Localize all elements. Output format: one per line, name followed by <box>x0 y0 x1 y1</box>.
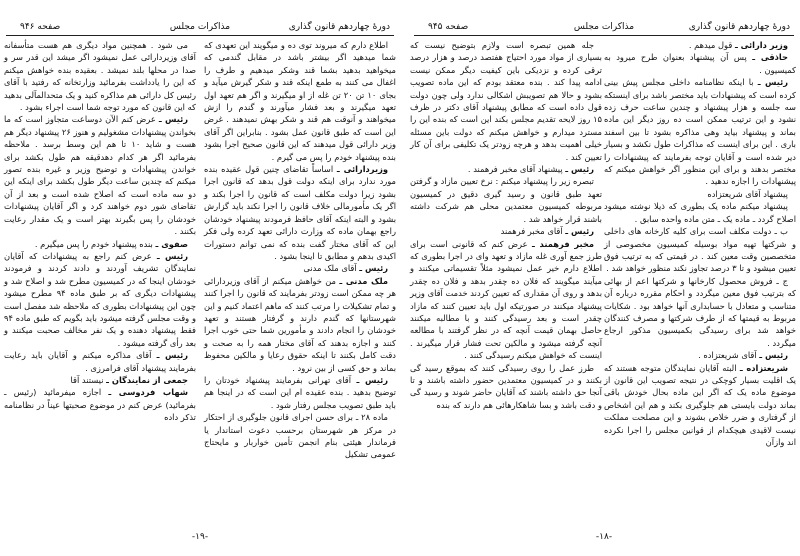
paragraph-text: پیشنهاد آقای شریعتزاده <box>707 188 788 199</box>
paragraph-text: آقای مذاکره میکنم و آقایان باید رعایت بفرمایند پیشنهاد آقای فرامرزی . <box>4 350 196 373</box>
paragraph-text: جله همین تبصره است ولازم بتوضیح نیست که بسیاری از مواد مورد احتیاج هفتصد درصد و هزار درصد ترقی کرده و نزدیکی باین کیفیت دیگر ممکن نیست ادامه پیدا کند . بنده معتقد بودم که این ماده تصویب بشود و حالا هم تصویبش اشکالی ندارد ولی چون دولت قول داده است که مطابق پیشنهاد آقای دکتر در ظرف ۱۵ روز لایحه تقدیم مجلس بکند این است که بنده این را مسترد میدارم و خواهش میکنم که دولت باین مسئله خیلی اهمیت بدهد و هرچه زودتر یک تکلیفی برای آن کار تعیین کند . <box>410 40 602 162</box>
speaker-name: وزیردارائی ـ <box>336 164 389 175</box>
paragraph <box>4 250 196 349</box>
running-title: مذاکرات مجلس <box>169 22 231 32</box>
paragraph-text: البته آقایان نمایندگان متوجه هستند که یک اقلیت بسیار کوچکی در نتیجه تصویب این قانون از موضوع ماده یک که اگر این ماده بحال خودش باقی بماند دولت بایستی هم جلوگیری بکند و هم این اشخاص از گرفتاری و ضرر خلاص بشوند و این مصلحت مملکت نیست لاقیدی هیچکدام از قوانین مجلس را اجرا نکرده اند وازآن <box>604 362 796 447</box>
paragraph <box>604 275 796 349</box>
speaker-name: شریعتزاده ـ <box>739 362 788 373</box>
paragraph <box>204 411 396 461</box>
paragraph-text: آقای مخبر فرهمند <box>500 226 563 237</box>
paragraph-text: ج ـ فروش محصول کارخانها و شرکتها اعم از بهائی که بترتیب فوق معین میگردد و احکام مقرره درباره آن متناسب و متعادل با حسابداری آنها خواهد بود . شکایات مربوط به قیمتها که از طرف شرکتها و مصرف کنندگان خواهد شد برای رسیدگی بکمیسیون مذکور ارجاع میگردد . <box>604 275 796 348</box>
speaker-name: مخبر فرهمند ـ <box>532 238 594 249</box>
folio-number: -۱۸- <box>595 532 613 542</box>
paragraph <box>4 113 196 237</box>
paragraph-text: من خواهش میکنم از آقای وزیردارائی هر چه ممکن است زودتر بفرمایند که قانون را اجرا کنند و تمام تشکیلات را مرتب کنند که ماهم اعتماد کنیم و این شهرستانها که گندم دارند و گرفتار هستند و تعهد خودشان را انجام دادند و مأمورین شما حتی خوب اجرا کنند و اجازه بدهند که آقای مختار همه را به صحت و دقت کامل بکنند تا اینکه حقوق رعایا و مالکین محفوظ بماند و حق کسی از بین نرود . <box>204 275 396 373</box>
page-number: صفحه ۹۴۵ <box>428 22 469 32</box>
text-column-right <box>204 39 396 461</box>
text-column-left <box>4 39 196 424</box>
paragraph-text: نیستند آقا <box>70 374 104 385</box>
paragraph <box>410 163 602 175</box>
paragraph-text: ب ـ دولت مکلف است برای کلیه کارخانه های داخلی و شرکتها تهیه مواد بوسیله کمیسیون مخصوصی از متخصصین وقت معین کند . در قیمتی که به ترتیب فوق تعیین میشود و تا ۳ درصد تجاوز نکند منظور خواهد شد . <box>604 226 796 274</box>
paragraph <box>204 39 396 163</box>
speaker-name: رئیس ـ <box>565 226 594 237</box>
paragraph-text: اجازه میفرمائید (رئیس ـ بفرمائید) عرض کنم در موضوع صحبتها عیناً در نظامنامه تذکر داده <box>4 387 196 423</box>
paragraph <box>4 238 196 250</box>
speaker-name: ملک مدنی ـ <box>339 275 389 286</box>
legislative-period: دورهٔ چهاردهم قانون گذاری <box>688 22 790 32</box>
paragraph <box>604 39 796 51</box>
paragraph <box>604 76 796 188</box>
paragraph-text: اساساً تقاضای چنین قول عقیده بنده مورد ندارد برای اینکه دولت قول بدهد که قانون اجرا بشود زیرا دولت مکلف است که قانون را اجرا بکند و اگر یک مأمورمالی خلاف قانون را اجرا نکند باید گزارش بشود و البته اینکه آقای حافظ فرمودند پیشنهاد خودشان راجع بهمان ماده که وزارت دارائی تعهد کرده ولی فکر این که آقای مختار گفت بنده که نمی توانم دستورات اکیدی بدهم و مطابق تا اینجا بشود . <box>204 164 396 261</box>
speaker-name: رئیس ـ <box>156 250 188 261</box>
paragraph-text: پس آن پیشنهاد بعنوان طرح میرود به کمیسیون . <box>604 52 796 75</box>
paragraph-text: با اینکه نظامنامه داخلی مجلس پیش بینی کرده است که پیشنهادات باید مختصر باشد برای اینستکه سه جلسه و هزار پیشنهاد و چندین ساعت حرف زده نشود و این ترتیب ممکن است ده روز دیگر این ماده بماند و پیشنهاد بیاید وهی مذاکره بشود تا بین اسفند باری . این برای اینست که مذاکرات طول نکشد و بسیار دیر شده است و آقایان توجه بفرمایند که پیشنهادات را مختصر بدهند و برای این منظور اگر خواهش میکنم که پیشنهادات را اجازه ندهید . <box>604 77 796 187</box>
paragraph-text: پیشنهاد آقای مخبر فرهمند . <box>467 164 563 175</box>
paragraph-text: عرض کنم راجع به پیشنهادات که آقایان نمایندگان تشریف آوردند و دادند کردند و فرمودند خودشان اینجا که در کمیسیون مطرح شد و اصلاح شد و پیشنهادات دیگری که بر طبق ماده ۹۴ مطرح میشود چون این پیشنهادات بطوری که ملاحظه شد مفصل است و وقت مجلس گرفته میشود باید بگویم که طبق ماده ۹۴ فقط پیشنهاد دهنده و یک نفر مخالف صحبت میکنند و بعد رأی گرفته میشود . <box>4 250 196 348</box>
speaker-name: رئیس ـ <box>158 114 189 125</box>
paragraph <box>410 362 602 412</box>
paragraph-text: بنده پیشنهاد خودم را پس میگیرم . <box>34 238 153 249</box>
paragraph <box>4 349 196 374</box>
paragraph-text: عرض کنم که قانونی است برای طرز جمع آوری غله مازاد و تعهد وای در اجرا بطوری که اطلاع دارم خیر عمل نمیشود مثلاً تقسیماتی میکنند و میآیند میگویند که فلان ده چقدر بدهد و فلان ده چقدر بدهد و روی آن مقداری که تعیین کردند خدمت آقای وزیر پیشنهاد میکنند در صورتیکه اول باید تعیین کنند که مازاد چقدر است و بعد رسیدگی کنند و با مطالبه میکنند حاصل بهمان قیمت آنچه که در نظر گرفتند با مطالعه آنچه گرفته میشود و مالکین تحت فشار قرار میگیرند . اینست که خواهش میکنم رسیدگی کنند . <box>410 238 602 361</box>
paragraph-text: طرز عمل را روی رسیدگی کنند که بموقع رسید گی بکنند و در کمیسیون معتمدین حضور داشته باشند و تا آنجا حق داشته باشند که آقایان حاضر شوند و رسید گی و دقت باشد و بسا شاهکارهائی هم دارند که بنده <box>410 362 602 410</box>
paragraph-text: آقای تهرانی بفرمایند پیشنهاد خودتان را توضیح بدهید . بنده عقیده ام این است که در اینجا هم باید طبق تصویب مجلس رفتار شود . <box>204 374 396 410</box>
paragraph <box>410 225 602 237</box>
paragraph <box>410 238 602 362</box>
speaker-name: رئیس ـ <box>156 350 189 361</box>
paragraph <box>604 225 796 275</box>
speaker-name: رئیس ـ <box>759 350 788 361</box>
text-column-left <box>410 39 602 411</box>
speaker-name: شهاب فردوسی ـ <box>108 387 188 398</box>
paragraph <box>204 262 396 274</box>
paragraph <box>410 175 602 225</box>
paragraph-text: پیشنهاد میکنم ماده یک بطوری که ذیلا نوشته میشود اصلاح گردد ـ ماده یک ـ متن ماده واحده سابق . <box>604 201 796 224</box>
paragraph <box>604 362 796 449</box>
speaker-name: حاذقی ـ <box>752 52 789 63</box>
paragraph <box>4 374 196 386</box>
paragraph <box>604 349 796 361</box>
paragraph-text: می شود . همچنین مواد دیگری هم هست متأسفانه آقای وزیردارائی عمل نمیشود اگر میشد این قدر سر و صدا در محلها بلند نمیشد . بعقیده بنده خواهش میکنم که این را یادداشت بفرمائید وزارتخانه که رفتید با آقای رئیس کل دارائی هم مذاکره کنید و یک متحدالمآلی بدهید که این قانون که مورد توجه شما است اجراء بشود . <box>4 40 196 113</box>
paragraph <box>204 163 396 262</box>
speaker-name: جمعی از نمایندگان ـ <box>106 374 188 385</box>
text-column-right <box>604 39 796 448</box>
paragraph <box>604 188 796 200</box>
speaker-name: رئیس ـ <box>359 263 388 274</box>
paragraph <box>604 51 796 76</box>
speaker-name: رئیس ـ <box>565 164 594 175</box>
paragraph-text: آقای ملک مدنی <box>303 263 357 274</box>
paragraph-text: عرض کنم الآن دوساعت متجاوز است که ما بخواندن پیشنهادات مشغولیم و هنوز ۲۶ پیشنهاد دیگر هم هست و شاید ۱۰ تا هم این وسط برسد . ملاحظه بفرمائید اگر هر کدام دهدقیقه هم طول بکشد برای خواندن پیشنهادات و توضیح وزیر و غیره بنده تصور میکنم که چندین ساعت دیگر طول بکشد برای اینکه این دو سه ماده است که اصلاح شده است و بعد از آن تقاضای شور دوم خواهند کرد و اگر آقایان پیشنهادات خودشان را پس بگیرند بهتر است و یک مقدار رعایت بکنند . <box>4 114 196 237</box>
running-title: مذاکرات مجلس <box>573 22 635 32</box>
speaker-name: رئیس ـ <box>757 77 788 88</box>
paragraph-text: قول میدهم . <box>688 40 733 50</box>
paragraph <box>604 200 796 225</box>
page-header <box>414 21 794 36</box>
page-number: صفحه ۹۴۶ <box>20 22 61 32</box>
speaker-name: رئیس ـ <box>356 374 389 385</box>
paragraph <box>4 386 196 423</box>
speaker-name: صفوی ـ <box>155 238 188 249</box>
paragraph-text: اطلاع دارم که میروند توی ده و میگویند این تعهدی که شما میدهید اگر بیشتر باشد در مقابل گندمی که میخواهید بدهید بشما قند وشکر میدهیم و طرف را اغفال می کنند به طمع اینکه قند و شکر گیرش میآید و بجای ۱۰ تن ۲۰ تن غله از او میگیرند و اگر هم تعهد اول تعهد میگیرند و بعد فشار میآورند و گندم را ازش میخواهند و آنوقت هم قند و شکر بهش نمیدهند . غرض این است که طبق قانون عمل بشود . بنابراین اگر آقای وزیر دارائی قول میدهند که این قانون صحیح اجرا بشود بنده پیشنهاد خودم را پس می گیرم . <box>204 40 397 162</box>
speaker-name: وزیر دارائی ـ <box>734 40 788 50</box>
paragraph-text: آقای شریعتزاده . <box>698 350 757 361</box>
paragraph-text: تبصره زیر را پیشنهاد میکنم : نرخ تعیین مازاد و گرفتن تعهد طبق قانون و رسید گیری دقیق در کمیسیون مربوطه کمیسیون معتمدین محلی هم شرکت داشته باشند قرار خواهد شد . <box>410 176 602 224</box>
paragraph <box>204 374 396 411</box>
folio-number: -۱۹- <box>191 532 209 542</box>
page-header <box>6 21 394 36</box>
paragraph-text: ماده ۲۸ ـ برای حسن اجرای قانون جلوگیری از احتکار در مرکز هر شهرستان برحسب دعوت استاندار یا فرماندار هیئتی بنام انجمن تأمین خواربار و مایحتاج عمومی تشکیل <box>204 412 396 460</box>
legislative-period: دورهٔ چهاردهم قانون گذاری <box>288 22 390 32</box>
paragraph <box>204 275 396 374</box>
paragraph <box>410 39 602 163</box>
paragraph <box>4 39 196 113</box>
